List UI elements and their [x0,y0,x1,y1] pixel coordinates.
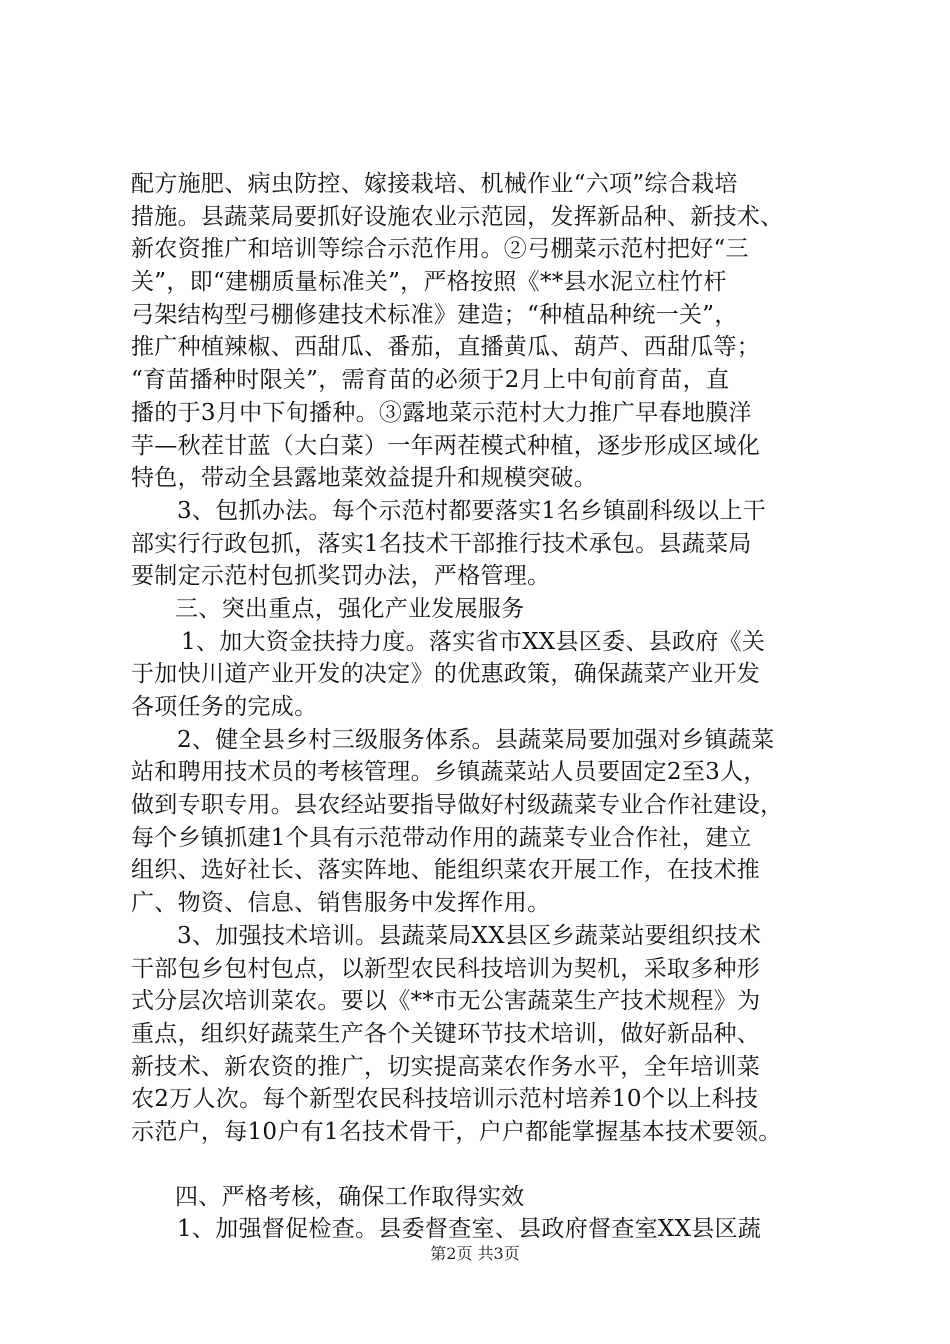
text-line: 部实行行政包抓，落实1名技术干部推行技术承包。县蔬菜局 [131,530,752,557]
text-line: 措施。县蔬菜局要抓好设施农业示范园，发挥新品种、新技术、 [131,203,784,230]
text-line: 做到专职专用。县农经站要指导做好村级蔬菜专业合作社建设， [131,792,784,819]
text-line: 芋—秋茬甘蓝（大白菜）一年两茬模式种植，逐步形成区域化 [131,432,761,459]
paragraph-start-line: 2、健全县乡村三级服务体系。县蔬菜局要加强对乡镇蔬菜 [177,726,775,753]
text-line: 农2万人次。每个新型农民科技培训示范村培养10个以上科技 [131,1086,759,1113]
text-line: 组织、选好社长、落实阵地、能组织菜农开展工作，在技术推 [131,857,761,884]
text-line: 要制定示范村包抓奖罚办法，严格管理。 [131,563,551,590]
paragraph-start-line: 3、包抓办法。每个示范村都要落实1名乡镇副科级以上干 [177,497,767,524]
text-line: 播的于3月中下旬播种。③露地菜示范村大力推广早春地膜洋 [131,399,752,426]
text-line: 干部包乡包村包点，以新型农民科技培训为契机，采取多种形 [131,955,761,982]
text-line: “育苗播种时限关”，需育苗的必须于2月上中旬前育苗，直 [131,367,730,394]
section-heading: 四、严格考核，确保工作取得实效 [175,1183,525,1210]
text-line: 示范户，每10户有1名技术骨干，户户都能掌握基本技术要领。 [131,1118,782,1145]
document-body [131,168,831,1246]
text-line: 各项任务的完成。 [131,694,318,720]
text-line: 广、物资、信息、销售服务中发挥作用。 [131,890,551,917]
text-line: 配方施肥、病虫防控、嫁接栽培、机械作业“六项”综合栽培 [131,171,738,197]
text-line: 弓架结构型弓棚修建技术标准》建造；“种植品种统一关”， [131,301,738,328]
text-line: 新农资推广和培训等综合示范作用。②弓棚菜示范村把好“三 [131,236,749,263]
page-number-footer: 第2页 共3页 [430,1244,520,1263]
text-line: 于加快川道产业开发的决定》的优惠政策，确保蔬菜产业开发 [131,661,761,688]
section-heading: 三、突出重点，强化产业发展服务 [175,595,525,622]
paragraph-start-line: 3、加强技术培训。县蔬菜局XX县区乡蔬菜站要组织技术 [177,922,762,949]
text-line: 重点，组织好蔬菜生产各个关键环节技术培训，做好新品种、 [131,1020,761,1047]
paragraph-start-line: 1、加大资金扶持力度。落实省市XX县区委、县政府《关 [181,628,766,655]
text-line: 推广种植辣椒、西甜瓜、番茄，直播黄瓜、葫芦、西甜瓜等； [131,334,761,361]
text-line: 新技术、新农资的推广，切实提高菜农作务水平，全年培训菜 [131,1053,761,1080]
text-line: 关”，即“建棚质量标准关”，严格按照《**县水泥立柱竹杆 [131,269,727,296]
text-line: 式分层次培训菜农。要以《**市无公害蔬菜生产技术规程》为 [131,988,761,1015]
paragraph-spacer [131,1149,831,1181]
text-line: 每个乡镇抓建1个具有示范带动作用的蔬菜专业合作社，建立 [131,824,752,851]
text-line: 特色，带动全县露地菜效益提升和规模突破。 [131,465,597,492]
paragraph-start-line: 1、加强督促检查。县委督查室、县政府督查室XX县区蔬 [177,1216,762,1243]
text-line: 站和聘用技术员的考核管理。乡镇蔬菜站人员要固定2至3人， [131,759,767,786]
